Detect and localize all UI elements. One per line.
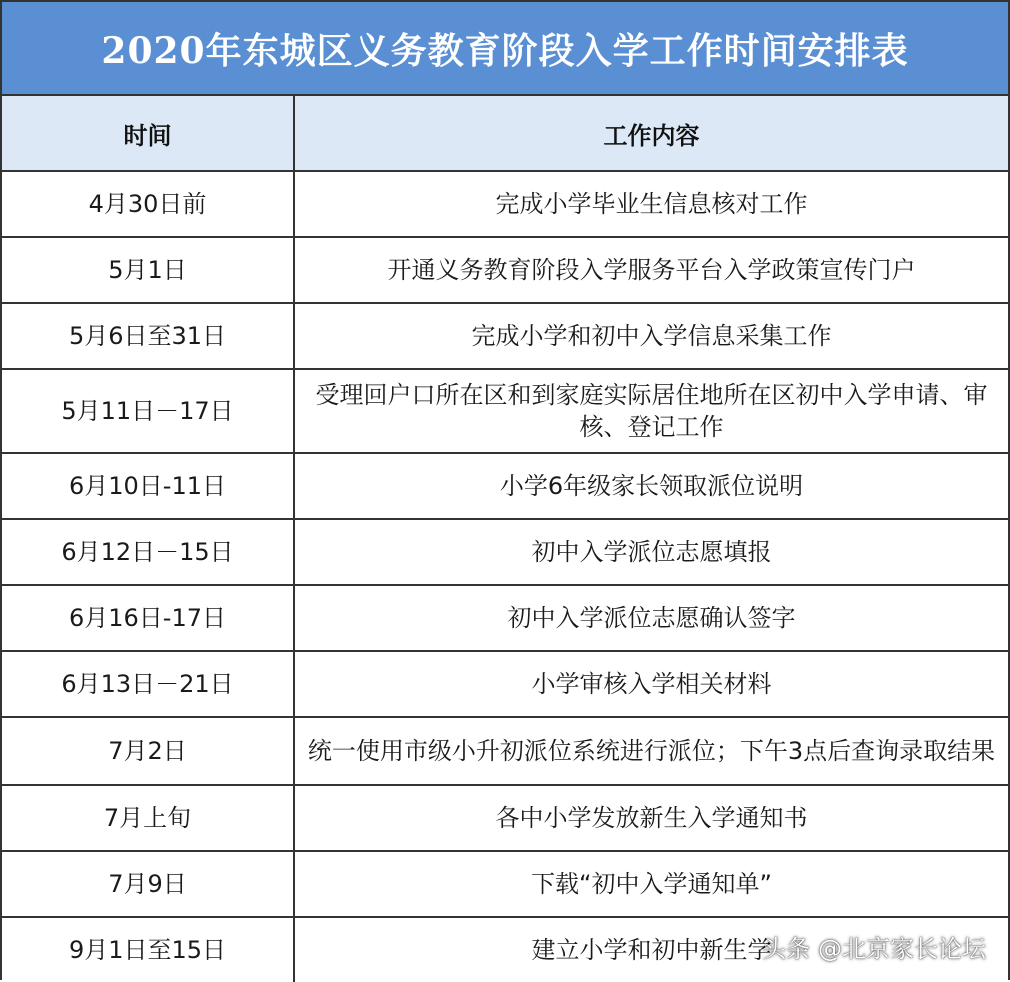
work-text: 建立小学和初中新生学	[531, 936, 772, 964]
work-cell	[295, 786, 1008, 850]
time-text: 5月1日	[108, 256, 187, 284]
work-cell	[295, 304, 1008, 368]
table-row	[2, 586, 1008, 652]
work-cell	[295, 238, 1008, 302]
table-header-row	[2, 96, 1008, 172]
table-row	[2, 852, 1008, 918]
time-cell	[2, 652, 295, 716]
time-cell	[2, 786, 295, 850]
title-bar	[2, 2, 1008, 96]
time-cell	[2, 852, 295, 916]
work-cell	[295, 718, 1008, 784]
work-cell	[295, 852, 1008, 916]
time-text: 5月6日至31日	[68, 322, 227, 350]
table-title: 2020年东城区义务教育阶段入学工作时间安排表	[101, 29, 909, 72]
watermark-text: @北京家长论坛	[818, 935, 986, 963]
time-cell	[2, 918, 295, 982]
time-text: 4月30日前	[88, 190, 207, 218]
time-cell	[2, 370, 295, 452]
work-text: 各中小学发放新生入学通知书	[495, 804, 808, 832]
work-text: 小学6年级家长领取派位说明	[499, 472, 804, 500]
time-cell	[2, 238, 295, 302]
work-cell	[295, 586, 1008, 650]
table-row	[2, 238, 1008, 304]
time-text: 7月上旬	[103, 804, 192, 832]
header-time-label: 时间	[123, 121, 172, 150]
work-cell	[295, 652, 1008, 716]
work-text: 下载“初中入学通知单”	[531, 870, 772, 898]
work-text: 初中入学派位志愿确认签字	[507, 604, 796, 632]
work-cell	[295, 370, 1008, 452]
table-row	[2, 304, 1008, 370]
work-cell	[295, 172, 1008, 236]
table-row	[2, 454, 1008, 520]
table-body	[2, 172, 1008, 982]
time-text: 7月9日	[108, 870, 187, 898]
toutiao-logo: 头条	[762, 935, 810, 963]
table-row	[2, 520, 1008, 586]
time-cell	[2, 586, 295, 650]
time-text: 5月11日－17日	[61, 397, 234, 425]
time-text: 6月10日-11日	[68, 472, 226, 500]
table-row	[2, 718, 1008, 786]
watermark	[762, 929, 986, 964]
work-text: 初中入学派位志愿填报	[531, 538, 772, 566]
header-cell-time	[2, 96, 295, 170]
header-work-label: 工作内容	[603, 121, 700, 150]
time-text: 9月1日至15日	[68, 936, 227, 964]
work-text: 统一使用市级小升初派位系统进行派位；下午3点后查询录取结果	[307, 737, 996, 765]
work-cell	[295, 520, 1008, 584]
work-text: 开通义务教育阶段入学服务平台入学政策宣传门户	[387, 256, 916, 284]
time-text: 6月12日－15日	[61, 538, 234, 566]
time-cell	[2, 520, 295, 584]
header-cell-work	[295, 96, 1008, 170]
table-row	[2, 370, 1008, 454]
time-cell	[2, 172, 295, 236]
time-cell	[2, 454, 295, 518]
time-cell	[2, 718, 295, 784]
time-text: 6月16日-17日	[68, 604, 226, 632]
work-cell	[295, 454, 1008, 518]
work-text: 完成小学和初中入学信息采集工作	[471, 322, 832, 350]
time-cell	[2, 304, 295, 368]
time-text: 6月13日－21日	[61, 670, 234, 698]
work-text: 小学审核入学相关材料	[531, 670, 772, 698]
time-text: 7月2日	[108, 737, 187, 765]
table-row	[2, 652, 1008, 718]
table-row	[2, 786, 1008, 852]
work-text: 受理回户口所在区和到家庭实际居住地所在区初中入学申请、审核、登记工作	[315, 381, 988, 441]
table-row	[2, 172, 1008, 238]
work-text: 完成小学毕业生信息核对工作	[495, 190, 808, 218]
